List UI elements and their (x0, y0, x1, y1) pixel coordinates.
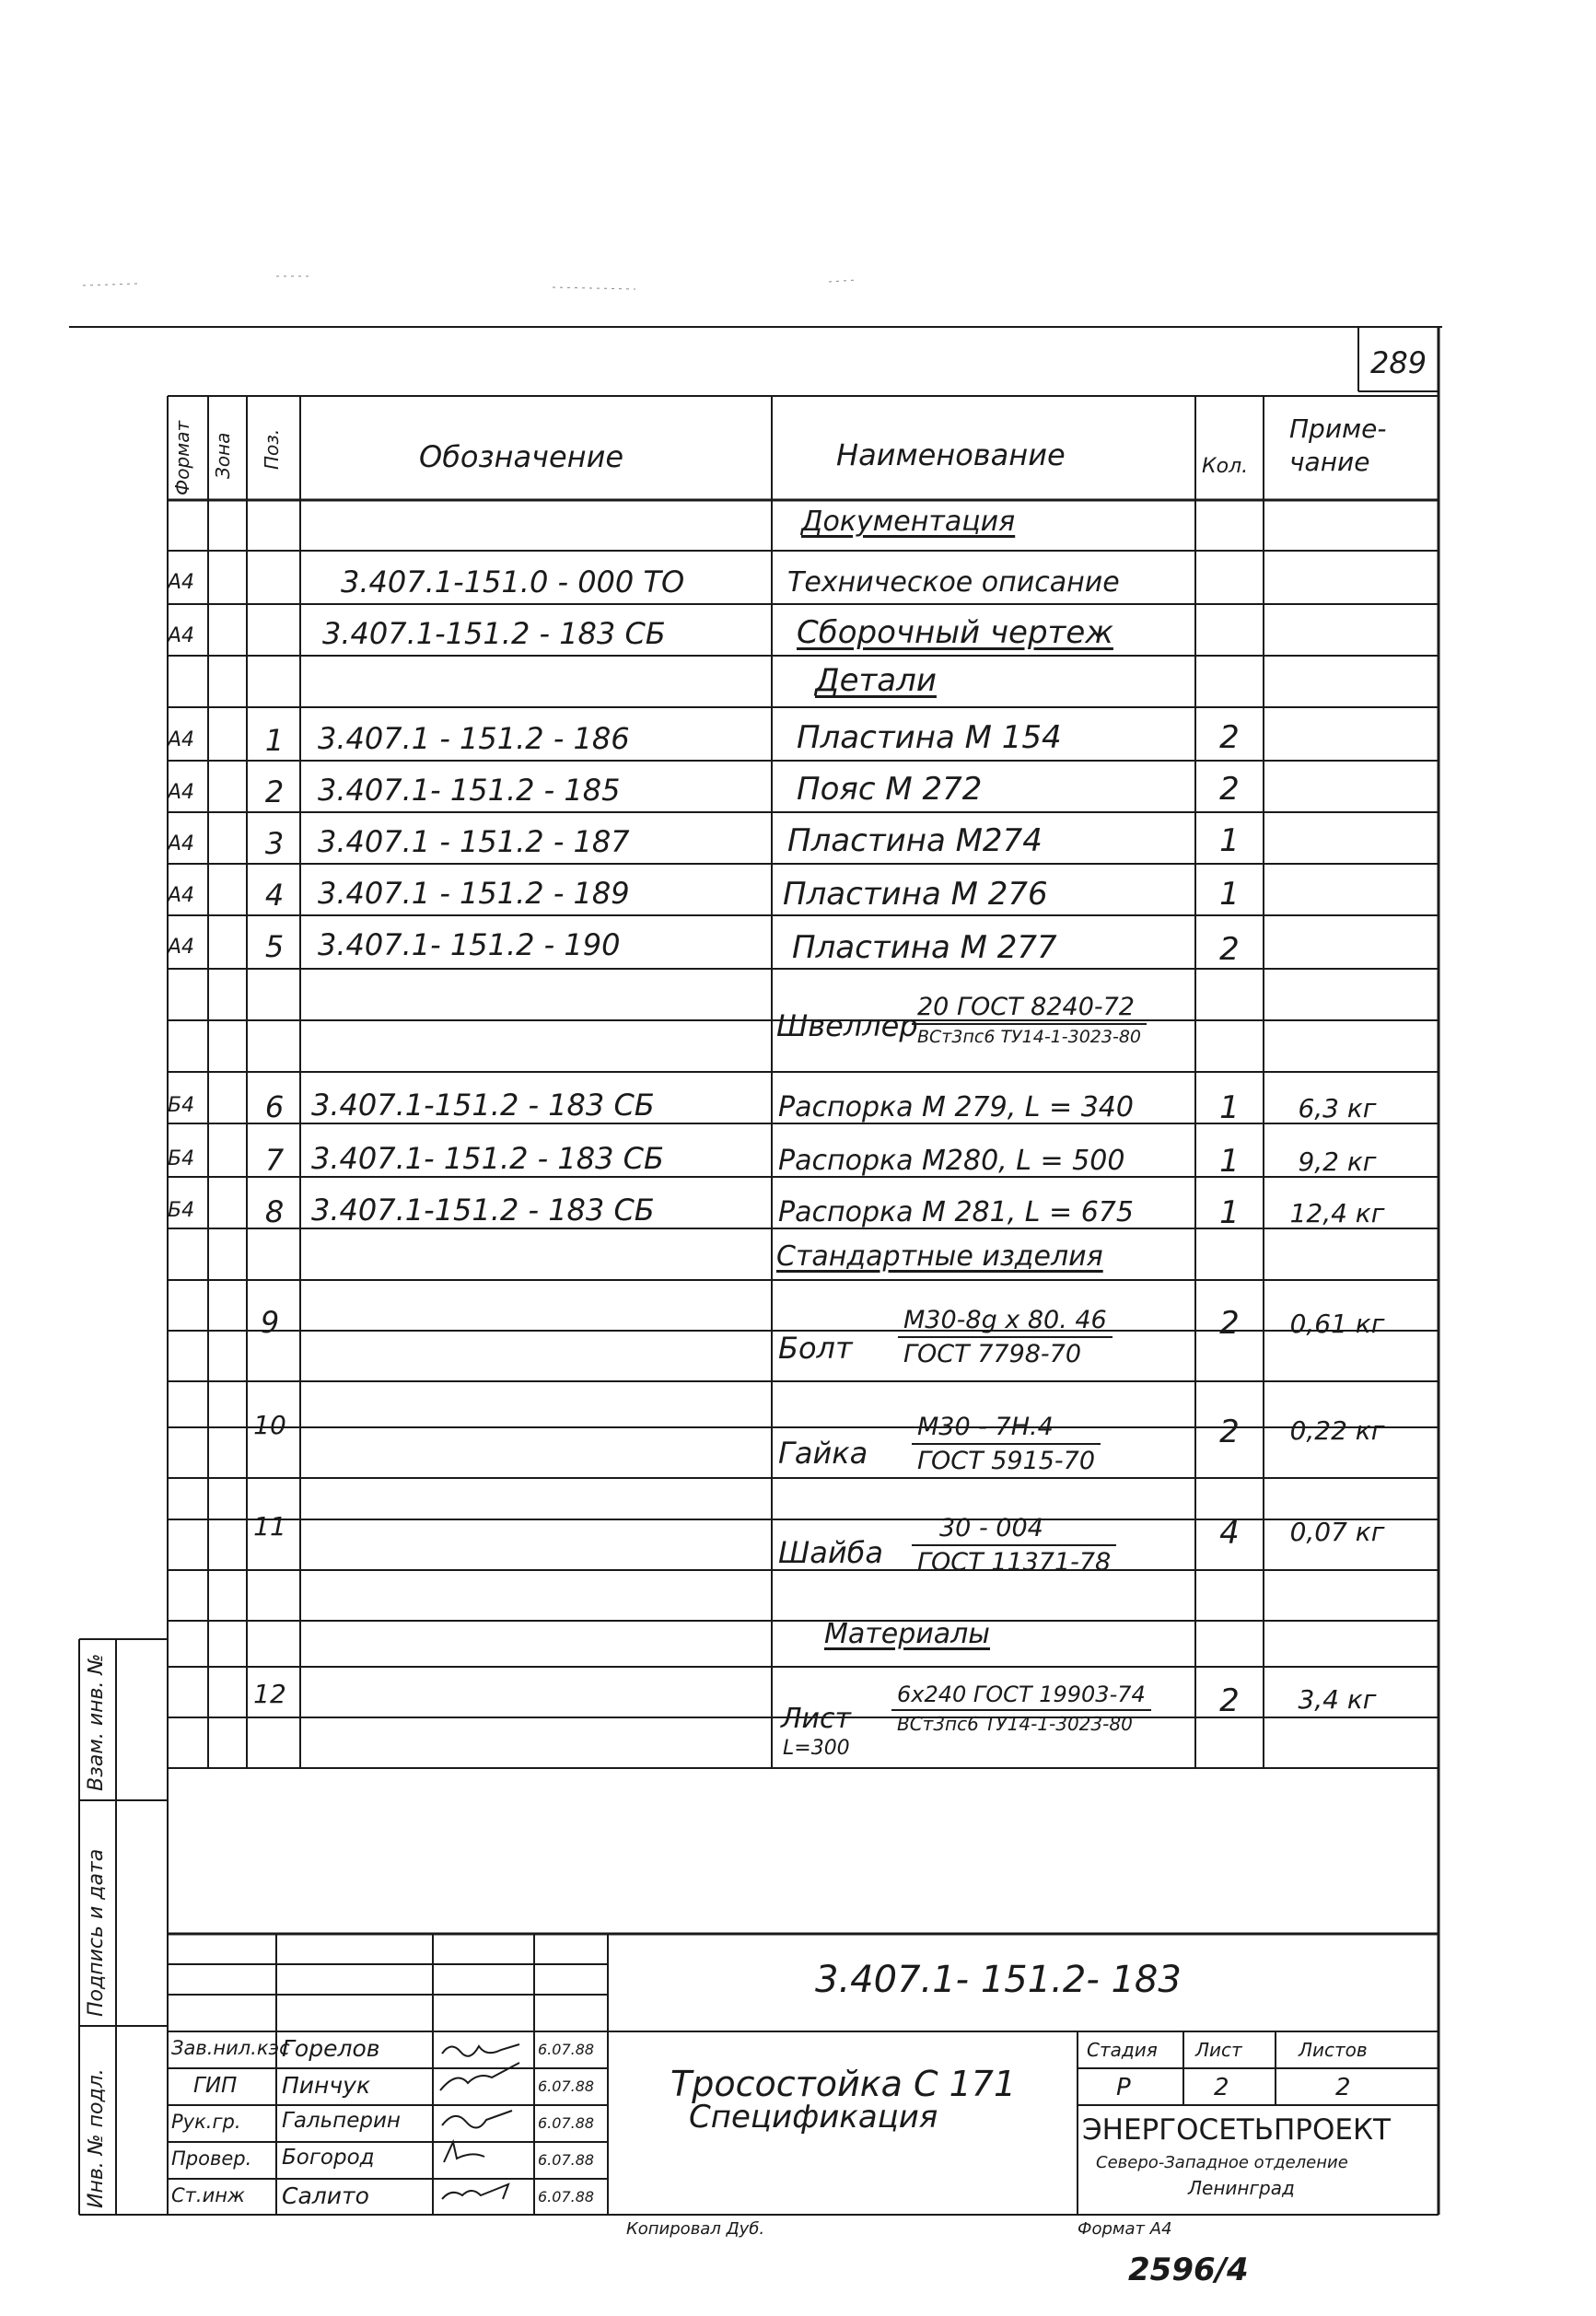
signer-date: 6.07.88 (538, 2151, 595, 2169)
channel-spec-den: ВСт3пс6 ТУ14-1-3023-80 (917, 1027, 1142, 1047)
sheets-label: Листов (1299, 2039, 1368, 2061)
section-parts: Детали (815, 662, 937, 699)
signer-role: Рук.гр. (171, 2111, 241, 2133)
drawing-title: Тросостойка С 171 (670, 2064, 1017, 2104)
stage-value: Р (1116, 2074, 1131, 2101)
table-row-note: 3,4 кг (1298, 1684, 1377, 1715)
table-row-format: Б4 (168, 1094, 195, 1117)
table-row-designation: 3.407.1 - 151.2 - 186 (318, 721, 630, 756)
header-zone: Зона (212, 432, 234, 479)
table-row-pos: 5 (264, 929, 285, 964)
sheet-length: L=300 (783, 1737, 850, 1760)
sheet-spec-den: ВСт3пс6 ТУ14-1-3023-80 (897, 1713, 1133, 1735)
table-row-note: 6,3 кг (1298, 1093, 1377, 1123)
table-row-format: А4 (168, 781, 195, 804)
table-row-name: Распорка М 281, L = 675 (778, 1196, 1134, 1228)
side-label-sign-date: Подпись и дата (85, 1848, 108, 2017)
signer-date: 6.07.88 (538, 2041, 595, 2058)
side-label-inventory: Инв. № подл. (85, 2068, 108, 2208)
stage-label: Стадия (1087, 2039, 1158, 2061)
table-row-designation: 3.407.1-151.0 - 000 ТО (341, 564, 685, 599)
table-row-qty: 1 (1219, 876, 1240, 913)
signer-date: 6.07.88 (538, 2077, 595, 2095)
table-row-name: Распорка М 279, L = 340 (778, 1091, 1134, 1123)
table-row-format: А4 (168, 832, 195, 855)
table-row-pos: 4 (264, 878, 285, 913)
table-row-qty: 2 (1219, 1305, 1240, 1342)
table-row-pos: 2 (264, 774, 285, 809)
table-row-name: Пластина М 276 (783, 876, 1048, 913)
table-row-designation: 3.407.1-151.2 - 183 СБ (311, 1088, 655, 1123)
table-row-designation: 3.407.1- 151.2 - 185 (318, 773, 621, 808)
washer-spec-den: ГОСТ 11371-78 (917, 1548, 1112, 1577)
signer-date: 6.07.88 (538, 2188, 595, 2205)
document-code: 3.407.1- 151.2- 183 (815, 1959, 1182, 2001)
header-pos: Поз. (261, 428, 283, 470)
organization-department: Северо-Западное отделение (1096, 2153, 1348, 2172)
table-row-format: А4 (168, 884, 195, 907)
table-row-pos: 7 (264, 1143, 285, 1178)
table-row-designation: 3.407.1 - 151.2 - 187 (318, 824, 630, 859)
paper-format: Формат А4 (1078, 2219, 1172, 2239)
table-row-qty: 1 (1219, 822, 1240, 859)
organization-name: ЭНЕРГОСЕТЬПРОЕКТ (1082, 2113, 1391, 2147)
table-row-name: Гайка (778, 1436, 868, 1471)
signer-role: ГИП (193, 2074, 238, 2098)
table-row-pos: 12 (253, 1679, 286, 1709)
table-row-qty: 1 (1219, 1143, 1240, 1180)
table-row-designation: 3.407.1 - 151.2 - 189 (318, 876, 630, 911)
table-row-pos: 1 (264, 723, 285, 758)
header-name: Наименование (836, 437, 1066, 472)
table-row-format: А4 (168, 728, 195, 751)
sheet-spec (891, 1682, 1151, 1735)
table-row-name: Пояс М 272 (797, 771, 983, 808)
table-row-pos: 8 (264, 1194, 285, 1229)
table-row-name: Пластина М274 (787, 822, 1043, 859)
table-row-name: Болт (778, 1331, 853, 1366)
table-row-pos: 6 (264, 1089, 285, 1124)
header-qty: Кол. (1202, 455, 1249, 478)
channel-spec (912, 993, 1147, 1047)
header-note-line1: Приме- (1289, 413, 1387, 444)
header-designation: Обозначение (419, 439, 624, 474)
table-row-qty: 4 (1219, 1515, 1240, 1552)
table-row-name: Лист (781, 1703, 852, 1735)
side-label-replacement-inventory: Взам. инв. № (85, 1653, 108, 1791)
washer-spec (912, 1514, 1116, 1577)
table-row-name: Шайба (778, 1535, 883, 1570)
table-row-name: Пластина М 154 (797, 719, 1062, 756)
table-row-pos: 10 (253, 1410, 286, 1440)
drawing-subtitle: Спецификация (689, 2099, 938, 2136)
signer-name: Пинчук (282, 2072, 371, 2099)
bolt-spec-num: М30-8g х 80. 46 (898, 1306, 1113, 1338)
table-row-qty: 2 (1219, 771, 1240, 808)
table-row-note: 9,2 кг (1298, 1146, 1377, 1177)
table-row-name: Распорка М280, L = 500 (778, 1145, 1125, 1177)
table-row-name: Техническое описание (787, 566, 1120, 599)
nut-spec (912, 1413, 1101, 1475)
signer-role: Зав.нил.кэс (171, 2037, 290, 2059)
table-row-pos: 9 (260, 1305, 280, 1340)
table-row-note: 12,4 кг (1289, 1198, 1385, 1228)
table-row-qty: 2 (1219, 1682, 1240, 1719)
table-row-designation: 3.407.1-151.2 - 183 СБ (311, 1193, 655, 1228)
organization-city: Ленинград (1188, 2177, 1295, 2199)
sheet-spec-num: 6х240 ГОСТ 19903-74 (891, 1682, 1151, 1711)
archive-number: 2596/4 (1128, 2252, 1249, 2288)
table-row-qty: 1 (1219, 1194, 1240, 1231)
table-row-qty: 1 (1219, 1089, 1240, 1126)
table-row-designation: 3.407.1- 151.2 - 183 СБ (311, 1141, 664, 1176)
table-row-format: А4 (168, 624, 195, 647)
table-row-qty: 2 (1219, 719, 1240, 756)
sheet-number: 289 (1370, 345, 1427, 380)
table-row-designation: 3.407.1- 151.2 - 190 (318, 927, 621, 962)
signer-name: Гальперин (282, 2109, 401, 2133)
signer-role: Ст.инж (171, 2184, 245, 2206)
signer-name: Салито (282, 2182, 369, 2209)
table-row-format: А4 (168, 936, 195, 959)
washer-spec-num: 30 - 004 (912, 1514, 1116, 1546)
bolt-spec (898, 1306, 1113, 1368)
header-note-line2: чание (1289, 447, 1370, 477)
table-row-note: 0,61 кг (1289, 1309, 1385, 1339)
table-row-note: 0,22 кг (1289, 1415, 1385, 1446)
signer-name: Горелов (282, 2035, 380, 2062)
channel-spec-num: 20 ГОСТ 8240-72 (912, 993, 1147, 1025)
nut-spec-num: М30 - 7Н.4 (912, 1413, 1101, 1445)
section-standard-items: Стандартные изделия (776, 1240, 1103, 1273)
section-materials: Материалы (824, 1618, 990, 1650)
sheets-value: 2 (1335, 2074, 1351, 2101)
sheet-value: 2 (1214, 2074, 1229, 2101)
table-row-name: Сборочный чертеж (797, 614, 1113, 651)
section-documentation: Документация (801, 506, 1016, 538)
table-row-name: Пластина М 277 (792, 929, 1057, 966)
bolt-spec-den: ГОСТ 7798-70 (903, 1340, 1082, 1368)
table-row-format: Б4 (168, 1147, 195, 1170)
table-row-note: 0,07 кг (1289, 1517, 1385, 1547)
copied-by: Копировал Дуб. (626, 2219, 765, 2239)
nut-spec-den: ГОСТ 5915-70 (917, 1447, 1096, 1475)
table-row-qty: 2 (1219, 931, 1240, 968)
header-format: Формат (171, 420, 193, 495)
signer-name: Богород (282, 2146, 375, 2170)
signer-date: 6.07.88 (538, 2114, 595, 2132)
table-row-qty: 2 (1219, 1414, 1240, 1450)
sheet-label: Лист (1195, 2039, 1242, 2061)
table-row-format: А4 (168, 571, 195, 594)
table-row-pos: 3 (264, 826, 285, 861)
channel-name: Швеллер (776, 1008, 918, 1043)
table-row-format: Б4 (168, 1199, 195, 1222)
table-row-pos: 11 (253, 1511, 286, 1542)
signer-role: Провер. (171, 2147, 252, 2170)
table-row-designation: 3.407.1-151.2 - 183 СБ (322, 616, 666, 651)
